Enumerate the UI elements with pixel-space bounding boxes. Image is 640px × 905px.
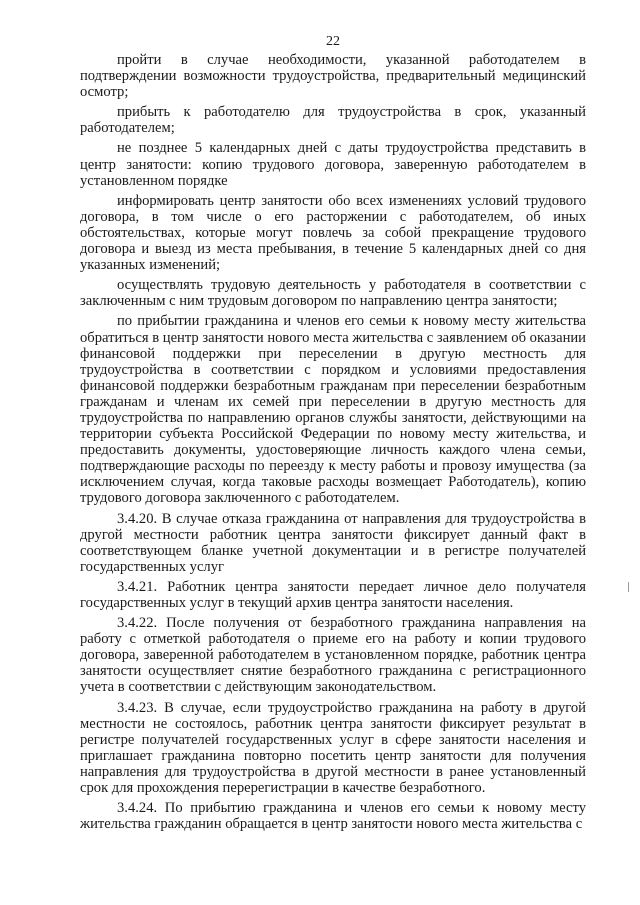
paragraph-work-activity: осуществлять трудовую деятельность у работодателя в соответствии с заключенным с ним трудовым договором по направлению центра занятости; (80, 277, 586, 310)
paragraph-medical-exam: пройти в случае необходимости, указанной работодателем в подтверждении возможности трудоустройства, предварительный медицинский осмотр; (80, 52, 586, 101)
scan-edge-mark (628, 582, 629, 592)
document-page (80, 0, 586, 905)
document-body (80, 52, 586, 832)
page-number: 22 (326, 34, 340, 49)
paragraph-3-4-24: 3.4.24. По прибытию гражданина и членов его семьи к новому месту жительства гражданин обращается в центр занятости нового места жительства с (80, 800, 586, 833)
paragraph-3-4-22: 3.4.22. После получения от безработного гражданина направления на работу с отметкой работодателя о приеме его на работу и копии трудового договора, заверенной работодателем в установленном порядке, работник центра занятости осуществляет снятие безработного гражданина с регистрационного учета в соответствии с действующим законодательством. (80, 615, 586, 696)
paragraph-financial-support: по прибытии гражданина и членов его семьи к новому месту жительства обратиться в центр занятости нового места жительства с заявлением об оказании финансовой поддержки при переселении в другую местность для трудоустройства в соответствии с порядком и условиями предоставления финансовой поддержки безработным гражданам при переселении безработным гражданам и членам их семей при переселении в другую местность для трудоустройства по направлению органов службы занятости, действующими на территории субъекта Российской Федерации по новому месту жительства, и предоставить документы, удостоверяющие личность каждого члена семьи, подтверждающие расходы по переезду к месту работы и провозу имущества (за исключением случая, когда таковые расходы возмещает Работодатель), копию трудового договора заключенного с работодателем. (80, 313, 586, 507)
paragraph-3-4-21: 3.4.21. Работник центра занятости передает личное дело получателя государственных услуг в текущий архив центра занятости населения. (80, 578, 586, 611)
paragraph-inform-changes: информировать центр занятости обо всех изменениях условий трудового договора, в том числе о его расторжении с работодателем, об иных обстоятельствах, которые могут повлечь за собой прекращение трудового договора и выезд из места пребывания, в течение 5 календарных дней со дня указанных изменений; (80, 192, 586, 274)
paragraph-arrive-employer: прибыть к работодателю для трудоустройства в срок, указанный работодателем; (80, 104, 586, 137)
paragraph-submit-contract: не позднее 5 календарных дней с даты трудоустройства представить в центр занятости: копию трудового договора, заверенную работодателем в установленном порядке (80, 140, 586, 189)
paragraph-3-4-23: 3.4.23. В случае, если трудоустройство гражданина на работу в другой местности не состоялось, работник центра занятости фиксирует результат в регистре получателей государственных услуг в сфере занятости населения и приглашает гражданина повторно посетить центр занятости для получения направления для трудоустройства в другой местности в ранее установленный срок для прохождения перерегистрации в качестве безработного. (80, 699, 586, 797)
paragraph-3-4-20: 3.4.20. В случае отказа гражданина от направления для трудоустройства в другой местности работник центра занятости фиксирует данный факт в соответствующем бланке учетной документации и в регистре получателей государственных услуг (80, 510, 586, 575)
